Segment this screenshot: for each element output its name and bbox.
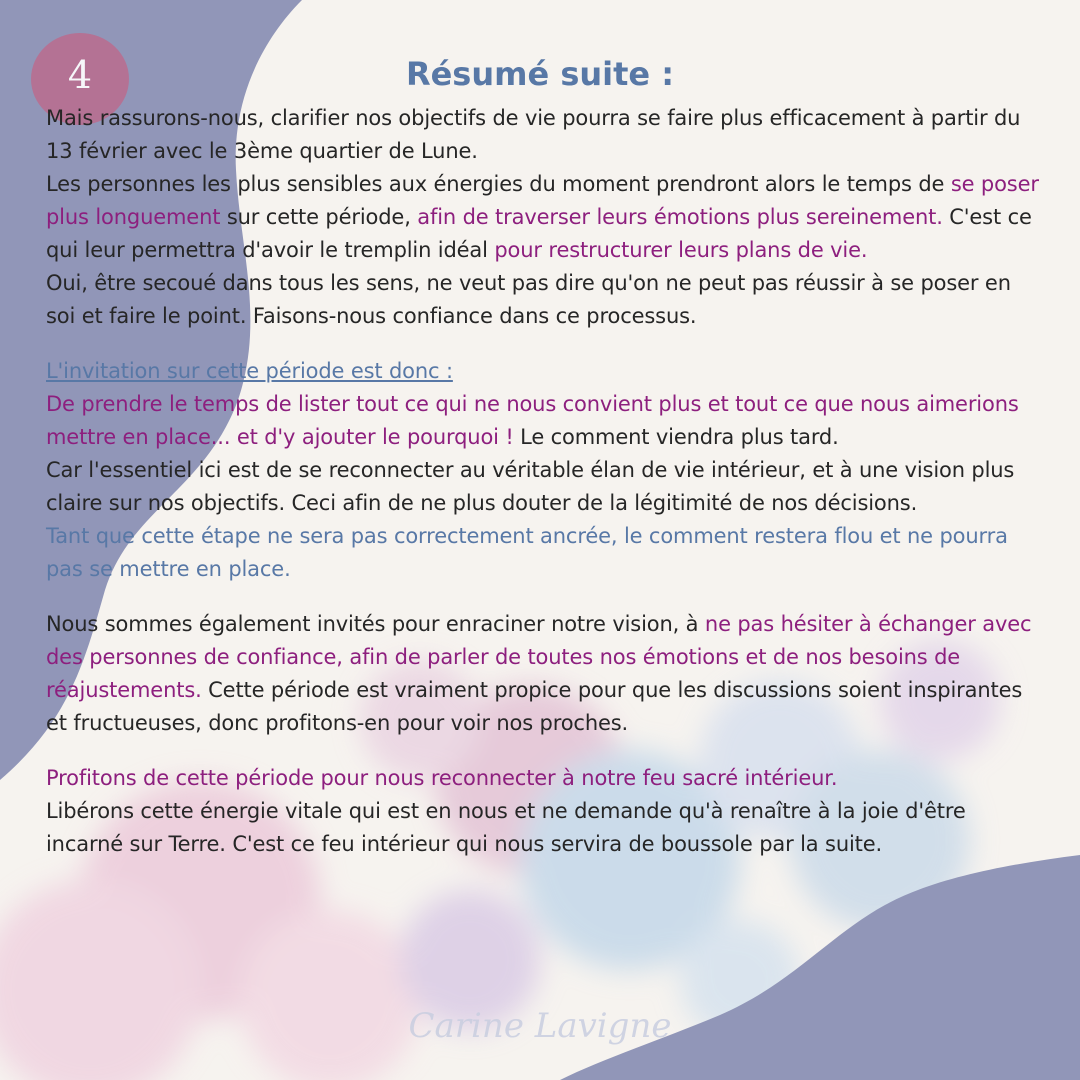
page-title: Résumé suite : [405, 55, 675, 93]
body-text [46, 102, 1046, 861]
page-number: 4 [67, 53, 93, 97]
text-segment: Mais rassurons-nous, clarifier nos objectifs de vie pourra se faire plus efficacement à partir du 13 février avec le 3ème quartier de Lune. [46, 106, 1021, 163]
paragraph-gap [46, 586, 1046, 608]
text-segment: Les personnes les plus sensibles aux énergies du moment prendront alors le temps de [46, 172, 951, 196]
paragraph [46, 102, 1046, 333]
text-segment: Oui, être secoué dans tous les sens, ne veut pas dire qu'on ne peut pas réussir à se poser en soi et faire le point. Faisons-nous confiance dans ce processus. [46, 271, 1011, 328]
highlighted-segment: se poser plus longuement [46, 172, 1039, 229]
text-segment: Nous sommes également invités pour enraciner notre vision, à [46, 612, 705, 636]
text-segment: Car l'essentiel ici est de se reconnecter au véritable élan de vie intérieur, et à une vision plus claire sur nos objectifs. Ceci afin de ne plus douter de la légitimité de nos décisions. [46, 458, 1015, 515]
signature-watermark: Carine Lavigne [408, 1006, 672, 1046]
text-segment: sur cette période, [220, 205, 418, 229]
paragraph [46, 608, 1046, 740]
text-segment: Le comment viendra plus tard. [513, 425, 839, 449]
text-segment: Cette période est vraiment propice pour que les discussions soient inspirantes et fructueuses, donc profitons-en pour voir nos proches. [46, 678, 1023, 735]
highlighted-segment: Profitons de cette période pour nous reconnecter à notre feu sacré intérieur. [46, 766, 838, 790]
paragraph [46, 762, 1046, 861]
highlighted-segment: Tant que cette étape ne sera pas correctement ancrée, le comment restera flou et ne pourra pas se mettre en place. [46, 524, 1008, 581]
paragraph [46, 355, 1046, 586]
highlighted-segment: ne pas hésiter à échanger avec des personnes de confiance, afin de parler de toutes nos émotions et de nos besoins de réajustements. [46, 612, 1032, 702]
highlighted-segment: pour restructurer leurs plans de vie. [494, 238, 868, 262]
paragraph-gap [46, 333, 1046, 355]
highlighted-segment: L'invitation sur cette période est donc : [46, 359, 453, 383]
paragraph-gap [46, 740, 1046, 762]
text-segment: C'est ce qui leur permettra d'avoir le tremplin idéal [46, 205, 1032, 262]
highlighted-segment: De prendre le temps de lister tout ce qui ne nous convient plus et tout ce que nous aimerions mettre en place... et d'y ajouter le pourquoi ! [46, 392, 1019, 449]
text-segment: Libérons cette énergie vitale qui est en nous et ne demande qu'à renaître à la joie d'être incarné sur Terre. C'est ce feu intérieur qui nous servira de boussole par la suite. [46, 799, 966, 856]
highlighted-segment: afin de traverser leurs émotions plus sereinement. [417, 205, 943, 229]
